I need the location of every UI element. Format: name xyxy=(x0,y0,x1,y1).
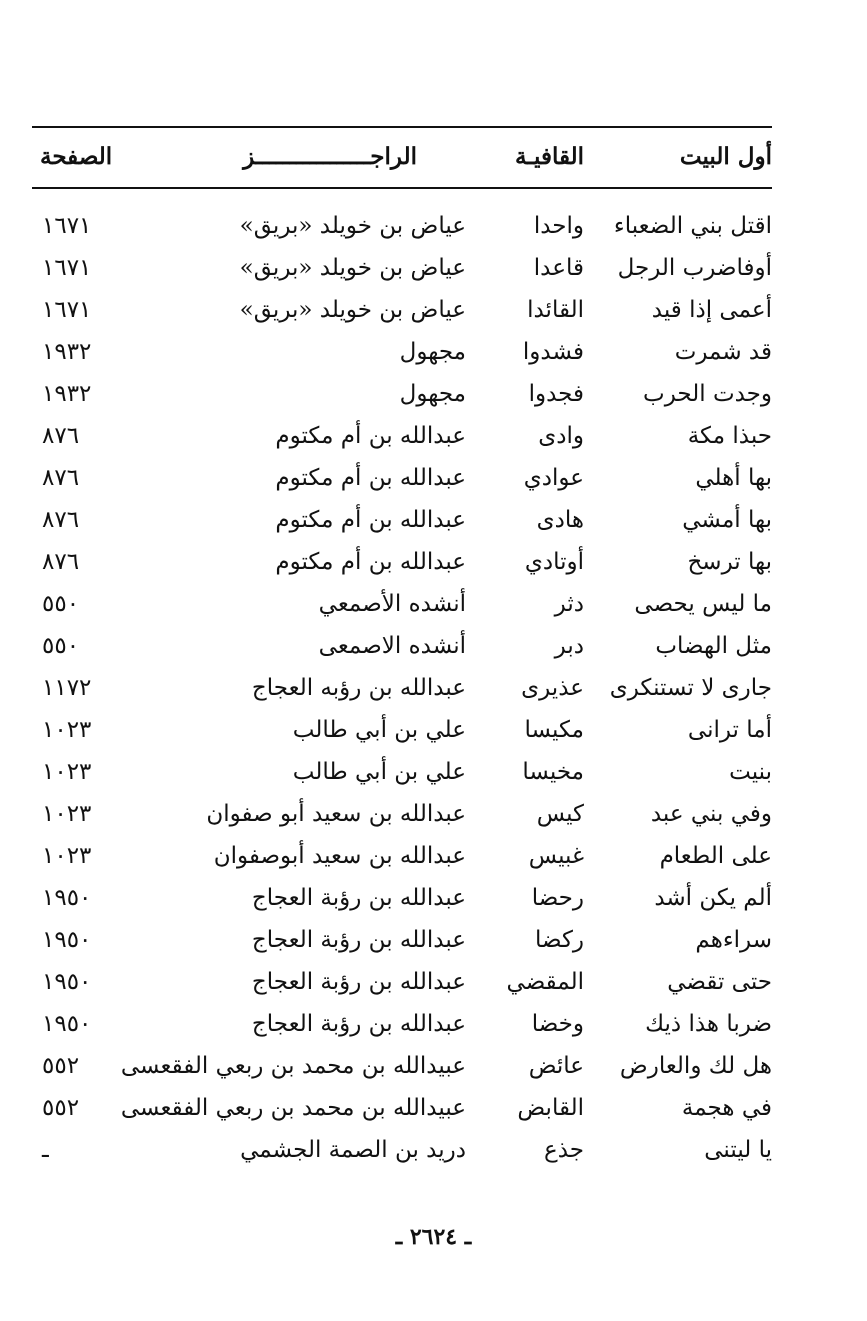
row-rhyme: عذيرى xyxy=(521,675,584,701)
header-rhyme: القافيـة xyxy=(514,143,584,170)
row-first-verse: بها ترسخ xyxy=(687,549,772,575)
table-row xyxy=(32,1045,772,1087)
row-poet: عبدالله بن سعيد أبوصفوان xyxy=(213,843,466,869)
row-page: ١٩٥٠ xyxy=(42,885,92,911)
row-poet: مجهول xyxy=(399,381,466,407)
row-poet: دريد بن الصمة الجشمي xyxy=(240,1137,466,1163)
row-poet: عبيدالله بن محمد بن ربعي الفقعسى xyxy=(120,1095,466,1121)
row-page: ٥٥٢ xyxy=(42,1053,80,1079)
header-first-verse: أول البيت xyxy=(679,143,772,170)
table-header xyxy=(32,136,772,180)
row-first-verse: أما ترانى xyxy=(687,717,772,743)
row-page: ١٦٧١ xyxy=(42,297,92,323)
row-poet: عبدالله بن رؤبة العجاج xyxy=(251,969,466,995)
row-page: ٥٥٠ xyxy=(42,633,80,659)
row-page: ١٩٣٢ xyxy=(42,381,92,407)
row-first-verse: بنيت xyxy=(729,759,772,785)
row-poet: عياض بن خويلد «بريق» xyxy=(239,255,466,281)
row-rhyme: أوتادي xyxy=(524,549,584,575)
table-row xyxy=(32,751,772,793)
table-row xyxy=(32,457,772,499)
row-first-verse: حبذا مكة xyxy=(687,423,772,449)
row-page: ١١٧٢ xyxy=(42,675,92,701)
table-row xyxy=(32,583,772,625)
row-first-verse: يا ليتنى xyxy=(704,1137,772,1163)
row-rhyme: وادى xyxy=(538,423,584,449)
row-poet: عبدالله بن رؤبة العجاج xyxy=(251,927,466,953)
row-rhyme: مكيسا xyxy=(524,717,584,743)
row-first-verse: حتى تقضي xyxy=(667,969,772,995)
row-rhyme: رحضا xyxy=(531,885,584,911)
row-poet: عبدالله بن سعيد أبو صفوان xyxy=(206,801,466,827)
row-rhyme: عوادي xyxy=(523,465,584,491)
row-rhyme: مخيسا xyxy=(522,759,584,785)
row-rhyme: وخضا xyxy=(531,1011,584,1037)
row-rhyme: فجدوا xyxy=(528,381,584,407)
table-row xyxy=(32,247,772,289)
table-row xyxy=(32,415,772,457)
row-rhyme: دثر xyxy=(554,591,584,617)
row-poet: مجهول xyxy=(399,339,466,365)
row-page: ١٦٧١ xyxy=(42,255,92,281)
row-page: ١٠٢٣ xyxy=(42,717,92,743)
table-row xyxy=(32,1087,772,1129)
table-row xyxy=(32,373,772,415)
row-page: ١٩٣٢ xyxy=(42,339,92,365)
row-rhyme: عائض xyxy=(528,1053,584,1079)
table-row xyxy=(32,499,772,541)
row-rhyme: القائدا xyxy=(527,297,584,323)
table-row xyxy=(32,667,772,709)
row-first-verse: وفي بني عبد xyxy=(650,801,772,827)
row-poet: أنشده الاصمعى xyxy=(318,633,466,659)
table-row xyxy=(32,961,772,1003)
row-poet: عبدالله بن أم مكتوم xyxy=(275,423,466,449)
row-first-verse: وجدت الحرب xyxy=(643,381,772,407)
row-poet: عياض بن خويلد «بريق» xyxy=(239,297,466,323)
table-row xyxy=(32,709,772,751)
row-page: ١٩٥٠ xyxy=(42,969,92,995)
row-page: ١٦٧١ xyxy=(42,213,92,239)
row-page: ٥٥٠ xyxy=(42,591,80,617)
row-first-verse: بها أمشي xyxy=(682,507,772,533)
row-first-verse: على الطعام xyxy=(659,843,772,869)
page-number: ـ ٢٦٢٤ ـ xyxy=(395,1224,472,1250)
row-rhyme: قاعدا xyxy=(533,255,584,281)
table-row xyxy=(32,289,772,331)
row-first-verse: بها أهلي xyxy=(695,465,772,491)
row-page: ـ xyxy=(42,1137,49,1163)
header-poet: الراجـــــــــــــــــز xyxy=(243,143,417,170)
row-first-verse: مثل الهضاب xyxy=(655,633,772,659)
row-rhyme: كيس xyxy=(536,801,584,827)
table-row xyxy=(32,877,772,919)
table-row xyxy=(32,331,772,373)
row-poet: عبدالله بن رؤبه العجاج xyxy=(251,675,466,701)
row-first-verse: ضربا هذا ذيك xyxy=(645,1011,772,1037)
row-page: ٨٧٦ xyxy=(42,507,80,533)
row-poet: عبدالله بن رؤبة العجاج xyxy=(251,1011,466,1037)
table-body xyxy=(32,205,772,1171)
row-rhyme: غبيس xyxy=(528,843,584,869)
row-page: ١٩٥٠ xyxy=(42,1011,92,1037)
row-poet: عبدالله بن أم مكتوم xyxy=(275,549,466,575)
row-first-verse: ألم يكن أشد xyxy=(654,885,772,911)
row-poet: عبدالله بن رؤبة العجاج xyxy=(251,885,466,911)
row-page: ٨٧٦ xyxy=(42,465,80,491)
table-row xyxy=(32,205,772,247)
row-first-verse: أعمى إذا قيد xyxy=(651,297,772,323)
row-page: ٨٧٦ xyxy=(42,549,80,575)
row-page: ١٠٢٣ xyxy=(42,843,92,869)
header-rule xyxy=(32,187,772,189)
table-row xyxy=(32,1003,772,1045)
row-page: ٥٥٢ xyxy=(42,1095,80,1121)
row-rhyme: المقضي xyxy=(506,969,584,995)
row-poet: أنشده الأصمعي xyxy=(318,591,466,617)
table-row xyxy=(32,793,772,835)
row-poet: عبيدالله بن محمد بن ربعي الفقعسى xyxy=(120,1053,466,1079)
row-first-verse: أوفاضرب الرجل xyxy=(617,255,772,281)
row-first-verse: هل لك والعارض xyxy=(619,1053,772,1079)
row-rhyme: جذع xyxy=(543,1137,584,1163)
table-row xyxy=(32,541,772,583)
row-page: ٨٧٦ xyxy=(42,423,80,449)
row-first-verse: جارى لا تستنكرى xyxy=(609,675,772,701)
header-page: الصفحة xyxy=(40,143,113,170)
row-poet: علي بن أبي طالب xyxy=(292,717,466,743)
row-poet: علي بن أبي طالب xyxy=(292,759,466,785)
table-row xyxy=(32,919,772,961)
row-first-verse: قد شمرت xyxy=(674,339,772,365)
row-page: ١٩٥٠ xyxy=(42,927,92,953)
table-row xyxy=(32,1129,772,1171)
table-row xyxy=(32,625,772,667)
top-rule xyxy=(32,126,772,128)
row-first-verse: سراءهم xyxy=(695,927,772,953)
row-page: ١٠٢٣ xyxy=(42,759,92,785)
row-rhyme: هادى xyxy=(536,507,584,533)
row-first-verse: اقتل بني الضعباء xyxy=(613,213,772,239)
row-page: ١٠٢٣ xyxy=(42,801,92,827)
row-rhyme: فشدوا xyxy=(522,339,584,365)
row-rhyme: دبر xyxy=(554,633,584,659)
table-row xyxy=(32,835,772,877)
row-poet: عبدالله بن أم مكتوم xyxy=(275,507,466,533)
row-first-verse: ما ليس يحصى xyxy=(634,591,772,617)
row-rhyme: ركضا xyxy=(534,927,584,953)
row-rhyme: القابض xyxy=(517,1095,584,1121)
row-poet: عياض بن خويلد «بريق» xyxy=(239,213,466,239)
row-first-verse: في هجمة xyxy=(681,1095,772,1121)
row-poet: عبدالله بن أم مكتوم xyxy=(275,465,466,491)
row-rhyme: واحدا xyxy=(533,213,584,239)
